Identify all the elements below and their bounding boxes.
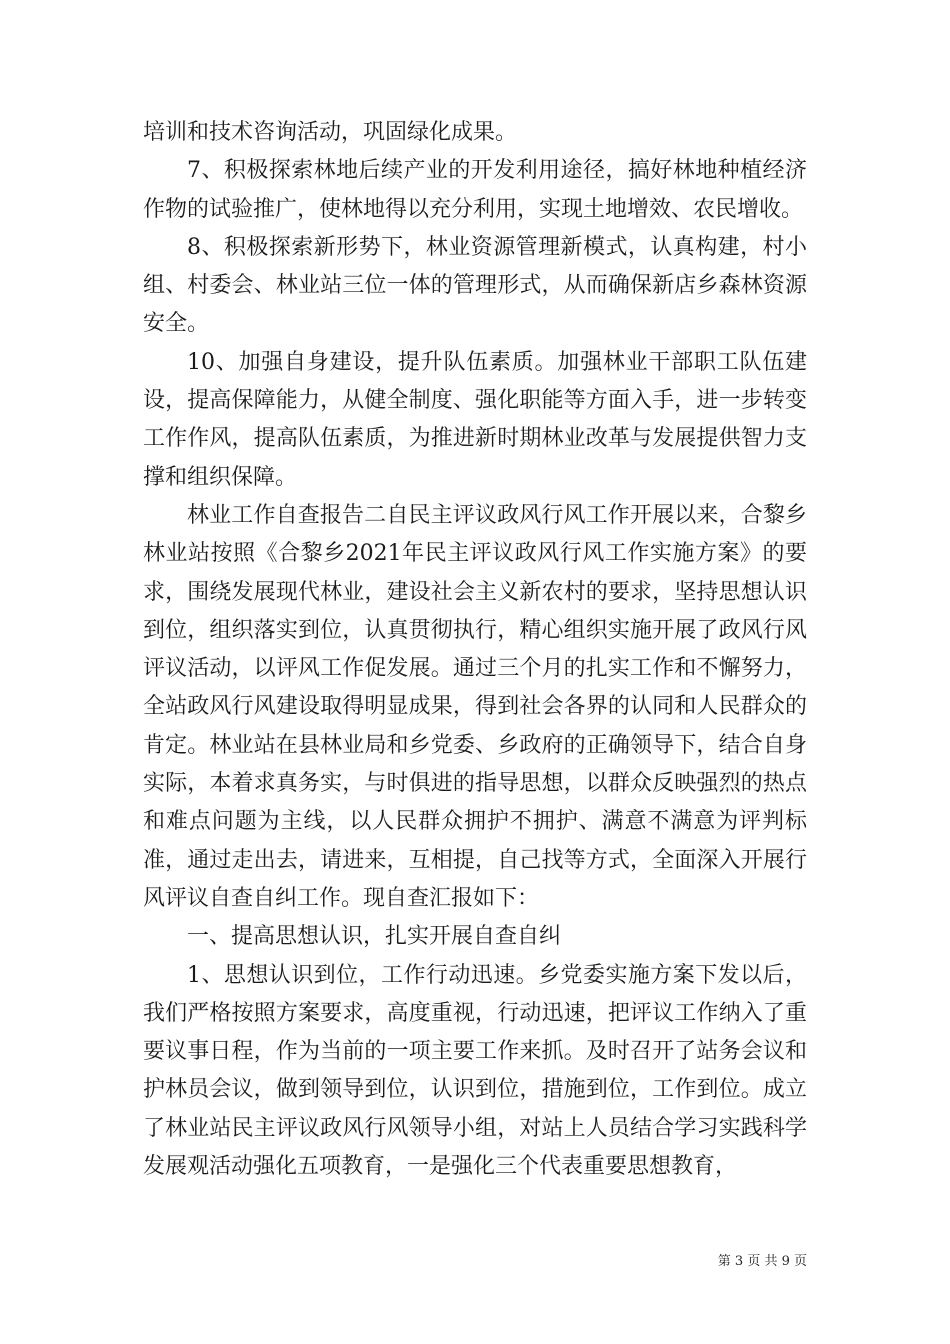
- paragraph-item-8: 8、积极探索新形势下，林业资源管理新模式，认真构建，村小组、村委会、林业站三位一体的管理形式，从而确保新店乡森林资源安全。: [143, 234, 807, 337]
- paragraph-item-7: 7、积极探索林地后续产业的开发利用途径，搞好林地种植经济作物的试验推广，使林地得以充分利用，实现土地增效、农民增收。: [143, 158, 807, 222]
- section-heading-one: 一、提高思想认识，扎实开展自查自纠: [187, 924, 562, 950]
- paragraph-item-1: 1、思想认识到位，工作行动迅速。乡党委实施方案下发以后，我们严格按照方案要求，高度重视，行动迅速，把评议工作纳入了重要议事日程，作为当前的一项主要工作来抓。及时召开了站务会议和护林员会议，做到领导到位，认识到位，措施到位，工作到位。成立了林业站民主评议政风行风领导小组，对站上人员结合学习实践科学发展观活动强化五项教育，一是强化三个代表重要思想教育，: [143, 962, 807, 1180]
- paragraph-continuation: 培训和技术咨询活动，巩固绿化成果。: [143, 120, 518, 145]
- paragraph-item-10: 10、加强自身建设，提升队伍素质。加强林业干部职工队伍建设，提高保障能力，从健全制度、强化职能等方面入手，进一步转变工作作风，提高队伍素质，为推进新时期林业改革与发展提供智力支撑和组织保障。: [143, 349, 807, 490]
- page-number: 第 3 页 共 9 页: [717, 1254, 807, 1269]
- document-body: [143, 114, 807, 1186]
- paragraph-report-two-intro: 林业工作自查报告二自民主评议政风行风工作开展以来，合黎乡林业站按照《合黎乡2021年民主评议政风行风工作实施方案》的要求，围绕发展现代林业，建设社会主义新农村的要求，坚持思想认识到位，组织落实到位，认真贯彻执行，精心组织实施开展了政风行风评议活动，以评风工作促发展。通过三个月的扎实工作和不懈努力，全站政风行风建设取得明显成果，得到社会各界的认同和人民群众的肯定。林业站在县林业局和乡党委、乡政府的正确领导下，结合自身实际，本着求真务实，与时俱进的指导思想，以群众反映强烈的热点和难点问题为主线，以人民群众拥护不拥护、满意不满意为评判标准，通过走出去，请进来，互相提，自己找等方式，全面深入开展行风评议自查自纠工作。现自查汇报如下：: [143, 502, 807, 911]
